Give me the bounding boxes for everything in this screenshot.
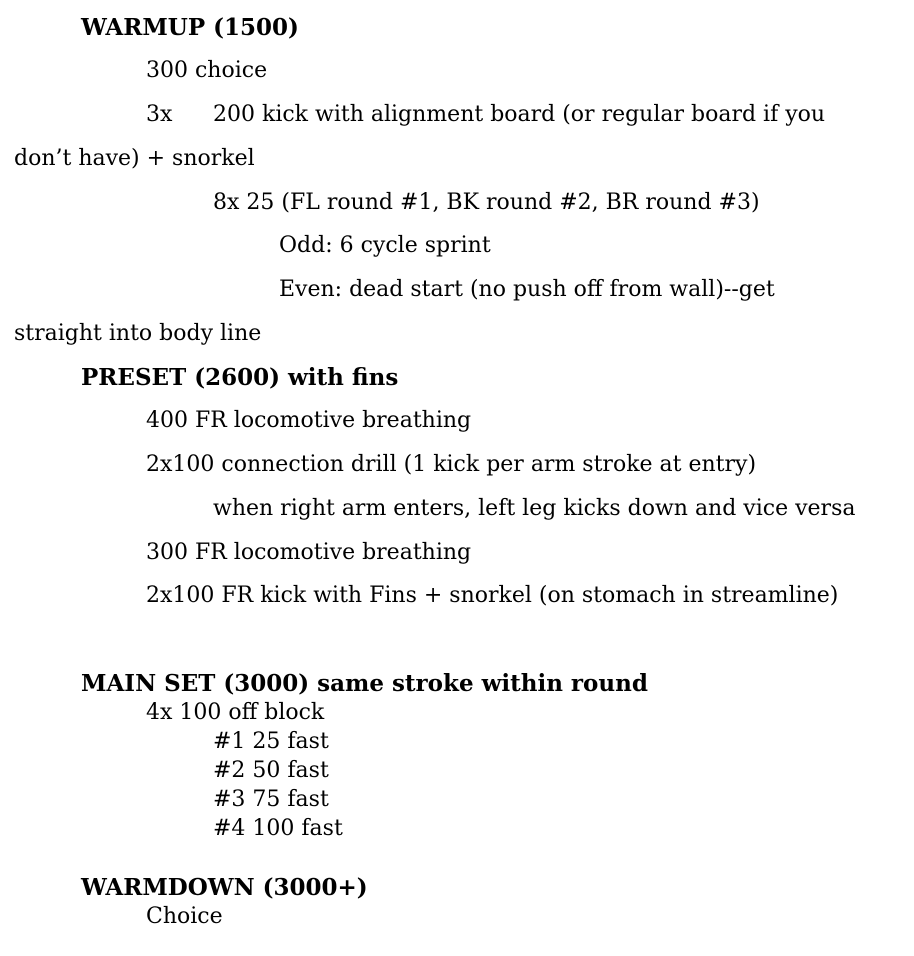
warmdown-choice: Choice	[146, 904, 223, 929]
warmup-heading: WARMUP (1500)	[81, 14, 299, 41]
main-set-heading: MAIN SET (3000) same stroke within round	[81, 670, 648, 697]
warmup-rounds-count: 3x	[146, 102, 173, 127]
warmup-choice: 300 choice	[146, 58, 268, 83]
warmup-kick-line: 200 kick with alignment board (or regular board if you	[213, 102, 826, 127]
preset-item: 2x100 FR kick with Fins + snorkel (on stomach in streamline)	[146, 583, 839, 608]
warmup-sprint-set: 8x 25 (FL round #1, BK round #2, BR round #3)	[213, 190, 760, 215]
main-set-rep: #4 100 fast	[213, 816, 343, 841]
preset-heading: PRESET (2600) with fins	[81, 364, 399, 391]
preset-item: 300 FR locomotive breathing	[146, 540, 472, 565]
preset-item: 400 FR locomotive breathing	[146, 408, 472, 433]
main-set-block: 4x 100 off block	[146, 700, 325, 725]
warmup-even-cont: straight into body line	[14, 321, 262, 346]
preset-item: 2x100 connection drill (1 kick per arm stroke at entry)	[146, 452, 757, 477]
warmdown-heading: WARMDOWN (3000+)	[81, 874, 368, 901]
main-set-rep: #1 25 fast	[213, 729, 329, 754]
warmup-odd: Odd: 6 cycle sprint	[279, 233, 491, 258]
main-set-rep: #3 75 fast	[213, 787, 329, 812]
warmup-kick-line-cont: don’t have) + snorkel	[14, 146, 255, 171]
warmup-even: Even: dead start (no push off from wall)--get	[279, 277, 775, 302]
main-set-rep: #2 50 fast	[213, 758, 329, 783]
preset-item: when right arm enters, left leg kicks down and vice versa	[213, 496, 856, 521]
